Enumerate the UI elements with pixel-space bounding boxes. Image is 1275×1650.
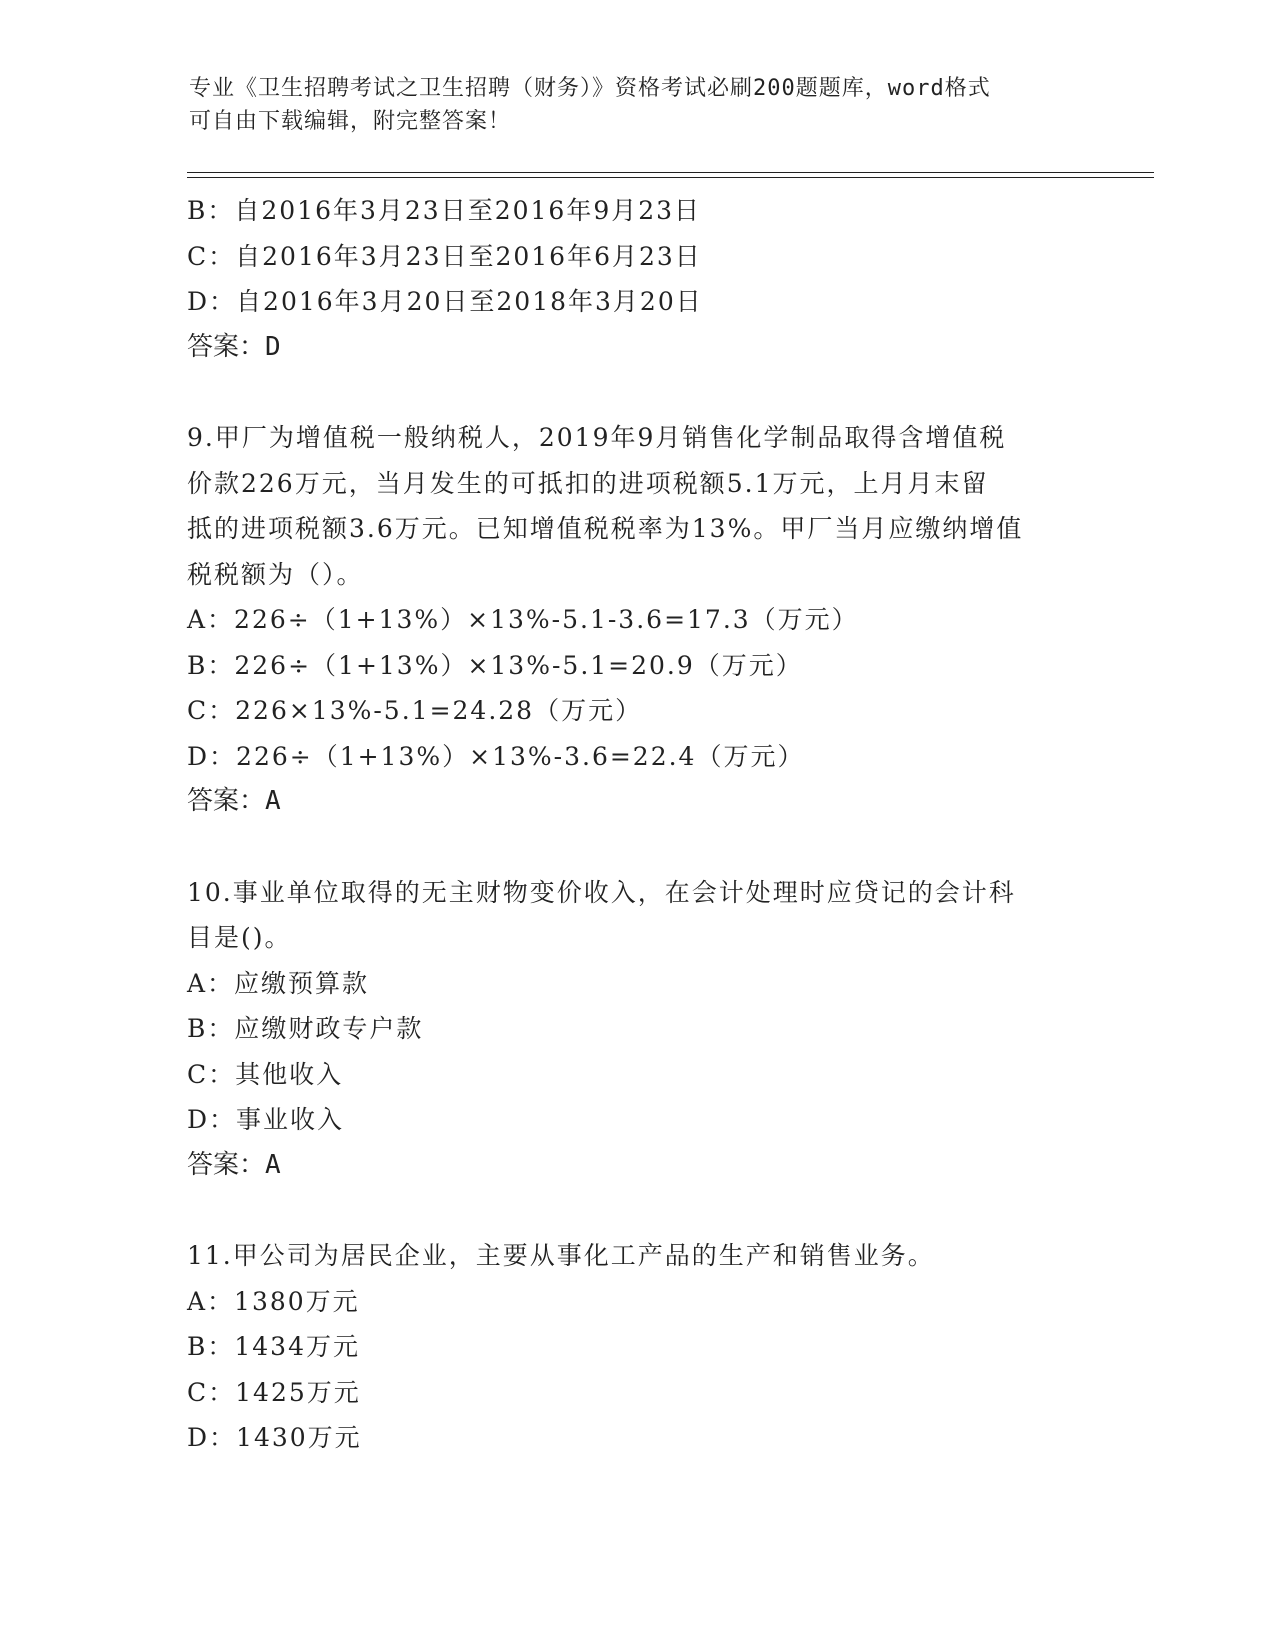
header-rule-top: [187, 172, 1154, 173]
header-line-2: 可自由下载编辑，附完整答案！: [189, 109, 512, 134]
answer-line: 答案：A: [187, 786, 281, 816]
header-rule-bottom: [187, 177, 1154, 178]
option-c: C：其他收入: [187, 1059, 344, 1089]
question-stem-line: 目是()。: [187, 923, 292, 952]
option-b: B：应缴财政专户款: [187, 1014, 424, 1043]
option-d: D：自2016年3月20日至2018年3月20日: [187, 287, 703, 316]
document-body: [187, 188, 1087, 1461]
question-stem-line: 10.事业单位取得的无主财物变价收入，在会计处理时应贷记的会计科: [187, 877, 1016, 907]
answer-line: 答案：D: [187, 331, 281, 362]
option-a: A：1380万元: [187, 1286, 360, 1316]
question-9: [187, 415, 1087, 825]
option-a: A：226÷（1+13%）×13%-5.1-3.6=17.3（万元）: [187, 605, 859, 634]
option-b: B：226÷（1+13%）×13%-5.1=20.9（万元）: [187, 650, 803, 680]
option-c: C：226×13%-5.1=24.28（万元）: [187, 696, 643, 725]
question-stem-line: 9.甲厂为增值税一般纳税人，2019年9月销售化学制品取得含增值税: [187, 423, 1007, 452]
header-line-1: 专业《卫生招聘考试之卫生招聘（财务）》资格考试必刷200题题库，word格式: [189, 76, 991, 101]
option-b: B：自2016年3月23日至2016年9月23日: [187, 196, 702, 225]
question-stem-line: 税税额为（）。: [187, 559, 364, 589]
question-stem-line: 11.甲公司为居民企业，主要从事化工产品的生产和销售业务。: [187, 1241, 935, 1270]
option-b: B：1434万元: [187, 1332, 360, 1361]
question-stem-line: 抵的进项税额3.6万元。已知增值税税率为13%。甲厂当月应缴纳增值: [187, 514, 1024, 543]
document-header: [189, 72, 1089, 138]
option-d: D：226÷（1+13%）×13%-3.6=22.4（万元）: [187, 741, 805, 771]
option-d: D：事业收入: [187, 1105, 345, 1134]
option-a: A：应缴预算款: [187, 968, 370, 998]
question-10: [187, 870, 1087, 1189]
option-d: D：1430万元: [187, 1423, 362, 1452]
question-8-continued: [187, 188, 1087, 370]
option-c: C：自2016年3月23日至2016年6月23日: [187, 241, 702, 271]
answer-line: 答案：A: [187, 1149, 281, 1180]
option-c: C：1425万元: [187, 1377, 361, 1407]
question-11: [187, 1233, 1087, 1461]
question-stem-line: 价款226万元，当月发生的可抵扣的进项税额5.1万元，上月月末留: [187, 468, 989, 498]
